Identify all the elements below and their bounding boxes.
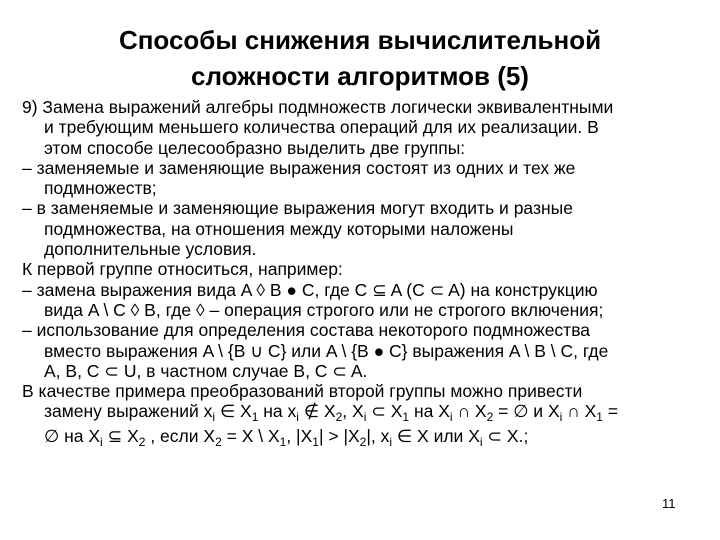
frag: на X bbox=[409, 401, 450, 422]
frag: |, x bbox=[366, 425, 390, 446]
body-line-2: и требующим меньшего количества операций для их реализации. В bbox=[44, 117, 599, 138]
frag: ∉ X bbox=[298, 401, 336, 422]
body-line-3: этом способе целесообразно выделить две группы: bbox=[44, 137, 466, 158]
subscript: 2 bbox=[359, 434, 367, 449]
body-line-16 bbox=[22, 401, 702, 425]
slide-body bbox=[22, 97, 702, 449]
subscript: 1 bbox=[279, 434, 287, 449]
frag: = bbox=[602, 401, 619, 422]
frag: ⊂ X.; bbox=[482, 425, 529, 446]
page-number: 11 bbox=[662, 496, 676, 511]
body-line-12: – использование для определения состава некоторого подмножества bbox=[22, 320, 591, 341]
frag: на x bbox=[258, 401, 297, 422]
subscript: i bbox=[479, 434, 483, 449]
subscript: i bbox=[559, 410, 563, 425]
body-line-15: В качестве примера преобразований второй группы можно привести bbox=[22, 381, 583, 402]
subscript: 2 bbox=[138, 434, 146, 449]
subscript: 2 bbox=[335, 410, 343, 425]
frag: , если X bbox=[145, 425, 216, 446]
frag: , X bbox=[342, 401, 364, 422]
frag: = X \ X bbox=[221, 425, 280, 446]
subscript: i bbox=[296, 410, 299, 425]
subscript: i bbox=[449, 410, 453, 425]
subscript: 1 bbox=[402, 410, 410, 425]
body-line-8: дополнительные условия. bbox=[44, 239, 257, 260]
frag: ∈ X или X bbox=[392, 425, 480, 446]
subscript: 2 bbox=[215, 434, 222, 449]
subscript: i bbox=[100, 434, 103, 449]
slide-title-line-1: Способы снижения вычислительной bbox=[118, 25, 602, 55]
subscript: i bbox=[389, 434, 393, 449]
slide-title-line-2: сложности алгоритмов (5) bbox=[191, 61, 529, 91]
body-line-7: подмножества, на отношения между которыми наложены bbox=[44, 218, 514, 239]
body-line-17 bbox=[22, 425, 702, 449]
body-line-11: вида A \ C ◊ B, где ◊ – операция строгого или не строгого включения; bbox=[44, 299, 604, 320]
frag: замену выражений x bbox=[44, 401, 213, 422]
slide-title bbox=[0, 22, 720, 94]
frag: ∩ X bbox=[452, 401, 487, 422]
body-line-5: подмножеств; bbox=[44, 178, 157, 199]
frag: ⊂ X bbox=[366, 401, 403, 422]
subscript: i bbox=[212, 410, 216, 425]
subscript: 1 bbox=[596, 410, 603, 425]
frag: ∩ X bbox=[562, 401, 597, 422]
frag: ⊆ X bbox=[102, 425, 139, 446]
subscript: 1 bbox=[251, 410, 259, 425]
subscript: 2 bbox=[486, 410, 494, 425]
body-line-10: – замена выражения вида A ◊ B ● C, где C ⊆ A (C ⊂ A) на конструкцию bbox=[22, 279, 598, 300]
body-line-13: вместо выражения A \ {B ∪ C} или A \ {B ● C} выражения A \ B \ C, где bbox=[44, 340, 609, 361]
body-line-6: – в заменяемые и заменяющие выражения могут входить и разные bbox=[22, 198, 573, 219]
subscript: i bbox=[363, 410, 367, 425]
body-line-9: К первой группе относиться, например: bbox=[22, 259, 343, 280]
frag: | > |X bbox=[318, 425, 360, 446]
frag: , |X bbox=[286, 425, 313, 446]
body-line-4: – заменяемые и заменяющие выражения состоят из одних и тех же bbox=[22, 157, 576, 178]
frag: ∅ на X bbox=[44, 425, 101, 446]
body-line-14: A, B, C ⊂ U, в частном случае B, C ⊂ A. bbox=[44, 360, 368, 381]
frag: ∈ X bbox=[215, 401, 252, 422]
frag: = ∅ и X bbox=[493, 401, 560, 422]
body-line-1: 9) Замена выражений алгебры подмножеств логически эквивалентными bbox=[22, 97, 614, 117]
subscript: 1 bbox=[312, 434, 319, 449]
